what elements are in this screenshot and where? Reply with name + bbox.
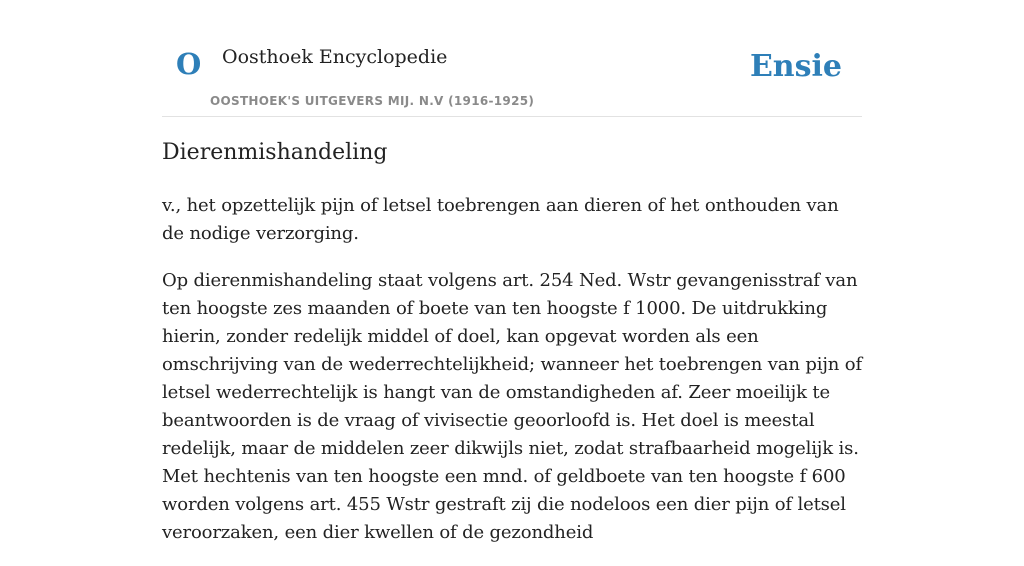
source-logo[interactable]: O — [176, 47, 202, 81]
source-title-link[interactable]: Oosthoek Encyclopedie — [222, 46, 448, 68]
entry-body — [162, 192, 862, 566]
source-publisher: OOSTHOEK'S UITGEVERS MIJ. N.V (1916-1925) — [210, 94, 535, 108]
entry-paragraph: v., het opzettelijk pijn of letsel toebrengen aan dieren of het onthouden van de nodige verzorging. — [162, 195, 839, 244]
entry-title: Dierenmishandeling — [162, 140, 388, 165]
source-header — [162, 0, 862, 117]
ensie-logo-link[interactable]: Ensie — [749, 49, 842, 84]
entry-paragraph: Op dierenmishandeling staat volgens art. 254 Ned. Wstr gevangenisstraf van ten hoogste zes maanden of boete van ten hoogste f 1000. De uitdrukking hierin, zonder redelijk middel of doel, kan opgevat worden als een omschrijving van de wederrechtelijkheid; wanneer het toebrengen van pijn of letsel wederrechtelijk is hangt van de omstandigheden af. Zeer moeilijk te beantwoorden is de vraag of vivisectie geoorloofd is. Het doel is meestal redelijk, maar de middelen zeer dikwijls niet, zodat strafbaarheid mogelijk is. Met hechtenis van ten hoogste een mnd. of geldboete van ten hoogste f 600 worden volgens art. 455 Wstr gestraft zij die nodeloos een dier pijn of letsel veroorzaken, een dier kwellen of de gezondheid — [162, 270, 862, 543]
